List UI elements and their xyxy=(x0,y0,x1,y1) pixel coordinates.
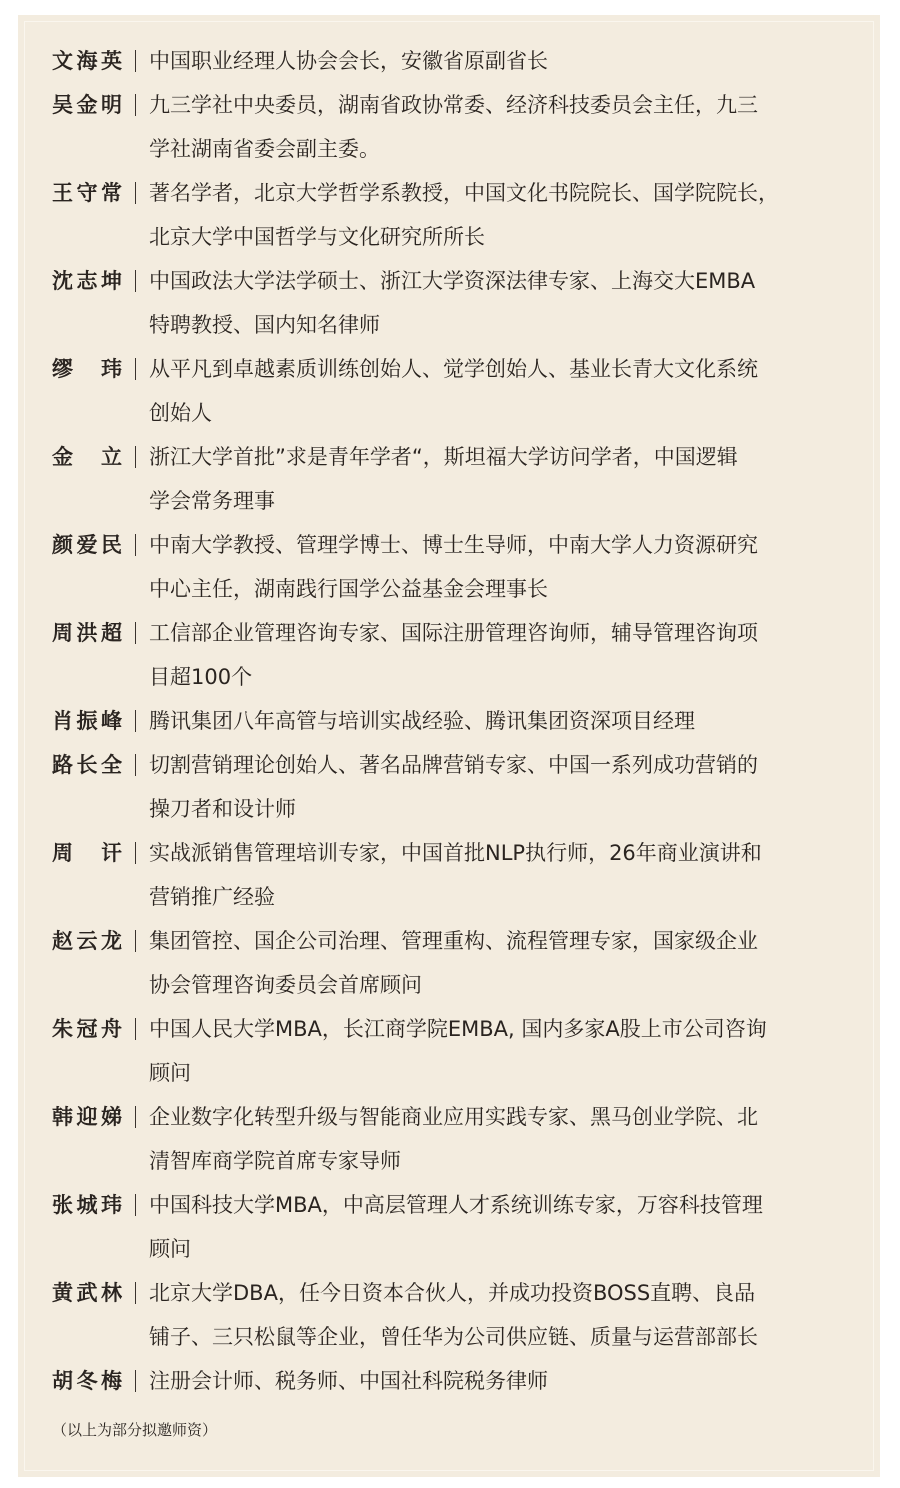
faculty-name: 路长全 xyxy=(52,753,122,777)
faculty-name: 文海英 xyxy=(52,49,122,73)
faculty-entry xyxy=(52,831,779,919)
faculty-entry xyxy=(52,1007,779,1095)
faculty-list xyxy=(52,39,779,1403)
separator-bar xyxy=(135,270,136,292)
description-line: 创始人 xyxy=(149,401,212,425)
faculty-description xyxy=(149,743,758,831)
faculty-description xyxy=(149,831,762,919)
faculty-name: 韩迎娣 xyxy=(52,1105,122,1129)
faculty-entry xyxy=(52,83,779,171)
faculty-name: 周洪超 xyxy=(52,621,122,645)
description-line: 北京大学中国哲学与文化研究所所长 xyxy=(149,225,485,249)
faculty-name: 金立 xyxy=(52,445,122,469)
footnote: （以上为部分拟邀师资） xyxy=(52,1421,218,1439)
separator-bar xyxy=(135,622,136,644)
faculty-description xyxy=(149,39,548,83)
faculty-description xyxy=(149,83,758,171)
faculty-description xyxy=(149,1007,767,1095)
faculty-entry xyxy=(52,1359,779,1403)
description-line: 顾问 xyxy=(149,1061,191,1085)
description-line: 企业数字化转型升级与智能商业应用实践专家、黑马创业学院、北 xyxy=(149,1105,758,1129)
faculty-name: 张城玮 xyxy=(52,1193,122,1217)
faculty-entry xyxy=(52,435,779,523)
description-line: 中国科技大学MBA，中高层管理人才系统训练专家，万容科技管理 xyxy=(149,1193,763,1217)
separator-bar xyxy=(135,1370,136,1392)
description-line: 操刀者和设计师 xyxy=(149,797,296,821)
faculty-name: 颜爱民 xyxy=(52,533,122,557)
faculty-description xyxy=(149,171,779,259)
faculty-entry xyxy=(52,699,779,743)
faculty-name: 吴金明 xyxy=(52,93,122,117)
description-line: 营销推广经验 xyxy=(149,885,275,909)
description-line: 注册会计师、税务师、中国社科院税务律师 xyxy=(149,1369,548,1393)
faculty-name: 朱冠舟 xyxy=(52,1017,122,1041)
faculty-entry xyxy=(52,523,779,611)
faculty-description xyxy=(149,347,758,435)
faculty-name: 周讦 xyxy=(52,841,122,865)
faculty-entry xyxy=(52,347,779,435)
faculty-name: 赵云龙 xyxy=(52,929,122,953)
description-line: 九三学社中央委员，湖南省政协常委、经济科技委员会主任，九三 xyxy=(149,93,758,117)
faculty-description xyxy=(149,1183,763,1271)
faculty-description xyxy=(149,1271,758,1359)
description-line: 著名学者，北京大学哲学系教授，中国文化书院院长、国学院院长， xyxy=(149,181,779,205)
description-line: 腾讯集团八年高管与培训实战经验、腾讯集团资深项目经理 xyxy=(149,709,695,733)
faculty-name: 黄武林 xyxy=(52,1281,122,1305)
separator-bar xyxy=(135,534,136,556)
separator-bar xyxy=(135,930,136,952)
description-line: 集团管控、国企公司治理、管理重构、流程管理专家，国家级企业 xyxy=(149,929,758,953)
separator-bar xyxy=(135,446,136,468)
description-line: 北京大学DBA，任今日资本合伙人，并成功投资BOSS直聘、良品 xyxy=(149,1281,756,1305)
separator-bar xyxy=(135,358,136,380)
description-line: 实战派销售管理培训专家，中国首批NLP执行师，26年商业演讲和 xyxy=(149,841,762,865)
separator-bar xyxy=(135,1194,136,1216)
description-line: 学社湖南省委会副主委。 xyxy=(149,137,380,161)
faculty-entry xyxy=(52,39,779,83)
faculty-name: 沈志坤 xyxy=(52,269,122,293)
faculty-entry xyxy=(52,171,779,259)
separator-bar xyxy=(135,94,136,116)
faculty-description xyxy=(149,435,738,523)
description-line: 中南大学教授、管理学博士、博士生导师，中南大学人力资源研究 xyxy=(149,533,758,557)
faculty-entry xyxy=(52,919,779,1007)
description-line: 协会管理咨询委员会首席顾问 xyxy=(149,973,422,997)
description-line: 顾问 xyxy=(149,1237,191,1261)
faculty-name: 缪玮 xyxy=(52,357,122,381)
description-line: 中国职业经理人协会会长，安徽省原副省长 xyxy=(149,49,548,73)
description-line: 从平凡到卓越素质训练创始人、觉学创始人、基业长青大文化系统 xyxy=(149,357,758,381)
faculty-panel xyxy=(18,15,880,1477)
faculty-name: 胡冬梅 xyxy=(52,1369,122,1393)
description-line: 特聘教授、国内知名律师 xyxy=(149,313,380,337)
description-line: 切割营销理论创始人、著名品牌营销专家、中国一系列成功营销的 xyxy=(149,753,758,777)
separator-bar xyxy=(135,710,136,732)
description-line: 中心主任，湖南践行国学公益基金会理事长 xyxy=(149,577,548,601)
faculty-description xyxy=(149,919,758,1007)
faculty-entry xyxy=(52,1271,779,1359)
faculty-description xyxy=(149,523,758,611)
separator-bar xyxy=(135,842,136,864)
description-line: 工信部企业管理咨询专家、国际注册管理咨询师，辅导管理咨询项 xyxy=(149,621,758,645)
description-line: 目超100个 xyxy=(149,665,253,689)
description-line: 中国人民大学MBA，长江商学院EMBA, 国内多家A股上市公司咨询 xyxy=(149,1017,767,1041)
separator-bar xyxy=(135,1282,136,1304)
faculty-name: 王守常 xyxy=(52,181,122,205)
separator-bar xyxy=(135,1018,136,1040)
faculty-entry xyxy=(52,611,779,699)
separator-bar xyxy=(135,50,136,72)
faculty-entry xyxy=(52,1183,779,1271)
faculty-entry xyxy=(52,259,779,347)
faculty-description xyxy=(149,611,758,699)
description-line: 中国政法大学法学硕士、浙江大学资深法律专家、上海交大EMBA xyxy=(149,269,756,293)
description-line: 铺子、三只松鼠等企业，曾任华为公司供应链、质量与运营部部长 xyxy=(149,1325,758,1349)
faculty-description xyxy=(149,1095,758,1183)
faculty-entry xyxy=(52,743,779,831)
separator-bar xyxy=(135,754,136,776)
faculty-description xyxy=(149,1359,548,1403)
separator-bar xyxy=(135,182,136,204)
description-line: 浙江大学首批”求是青年学者“，斯坦福大学访问学者，中国逻辑 xyxy=(149,445,738,469)
faculty-name: 肖振峰 xyxy=(52,709,122,733)
faculty-description xyxy=(149,699,695,743)
faculty-entry xyxy=(52,1095,779,1183)
description-line: 学会常务理事 xyxy=(149,489,275,513)
description-line: 清智库商学院首席专家导师 xyxy=(149,1149,401,1173)
separator-bar xyxy=(135,1106,136,1128)
faculty-description xyxy=(149,259,755,347)
